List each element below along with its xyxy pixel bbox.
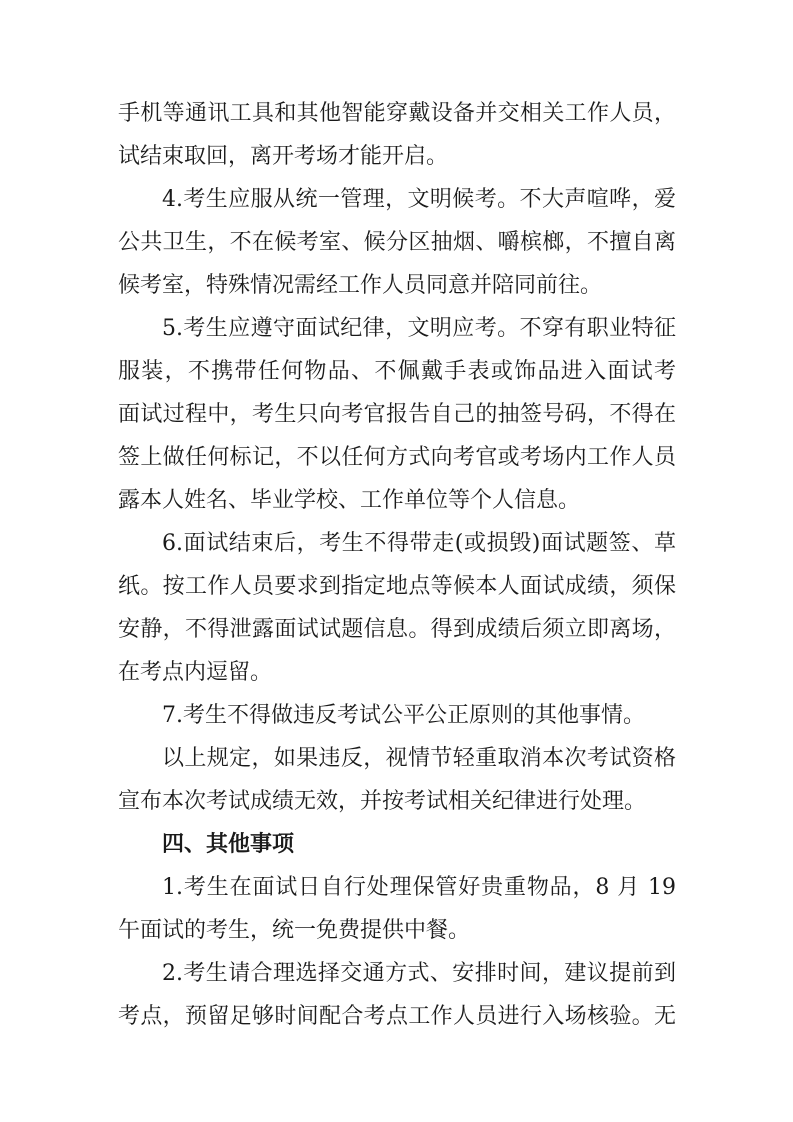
paragraph-line: 签上做任何标记，不以任何方式向考官或考场内工作人员 xyxy=(118,445,676,470)
paragraph-line: 宣布本次考试成绩无效，并按考试相关纪律进行处理。 xyxy=(118,789,647,814)
paragraph-line: 2.考生请合理选择交通方式、安排时间，建议提前到 xyxy=(162,961,676,986)
paragraph-line: 4.考生应服从统一管理，文明候考。不大声喧哗，爱 xyxy=(162,187,676,212)
paragraph-line: 1.考生在面试日自行处理保管好贵重物品，8 月 19 xyxy=(162,875,676,900)
paragraph-line: 安静，不得泄露面试试题信息。得到成绩后须立即离场， xyxy=(118,617,676,642)
paragraph-line: 服装，不携带任何物品、不佩戴手表或饰品进入面试考 xyxy=(118,359,676,384)
paragraph-line: 公共卫生，不在候考室、候分区抽烟、嚼槟榔，不擅自离 xyxy=(118,230,676,255)
paragraph-line: 以上规定，如果违反，视情节轻重取消本次考试资格 xyxy=(162,746,676,771)
paragraph-line: 考点，预留足够时间配合考点工作人员进行入场核验。无 xyxy=(118,1004,676,1029)
paragraph-line: 午面试的考生，统一免费提供中餐。 xyxy=(118,918,471,943)
paragraph-line: 5.考生应遵守面试纪律，文明应考。不穿有职业特征 xyxy=(162,316,676,341)
paragraph-line: 6.面试结束后，考生不得带走(或损毁)面试题签、草 xyxy=(162,531,676,556)
paragraph-line: 试结束取回，离开考场才能开启。 xyxy=(118,144,449,169)
paragraph-line: 候考室，特殊情况需经工作人员同意并陪同前往。 xyxy=(118,273,603,298)
section-heading: 四、其他事项 xyxy=(162,832,295,857)
paragraph-line: 手机等通讯工具和其他智能穿戴设备并交相关工作人员， xyxy=(118,101,676,126)
paragraph-line: 7.考生不得做违反考试公平公正原则的其他事情。 xyxy=(162,703,645,728)
paragraph-line: 面试过程中，考生只向考官报告自己的抽签号码，不得在 xyxy=(118,402,676,427)
paragraph-line: 纸。按工作人员要求到指定地点等候本人面试成绩，须保 xyxy=(118,574,676,599)
paragraph-line: 露本人姓名、毕业学校、工作单位等个人信息。 xyxy=(118,488,581,513)
paragraph-line: 在考点内逗留。 xyxy=(118,660,273,685)
